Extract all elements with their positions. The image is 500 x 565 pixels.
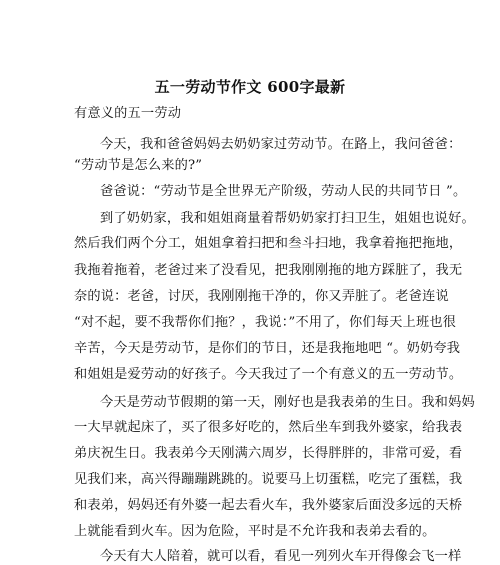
document-title: 五一劳动节作文 600字最新 [154, 78, 346, 96]
paragraph-line: 上就能看到火车。因为危险，平时是不允许我和表弟去看的。 [74, 524, 436, 539]
paragraph-line: 到了奶奶家，我和姐姐商量着帮奶奶家打扫卫生，姐姐也说好。 [100, 211, 475, 226]
paragraph-line: 我拖着拖着，老爸过来了没看见，把我刚刚拖的地方踩脏了，我无 [74, 263, 463, 278]
paragraph-line: “对不起，要不我帮你们拖？，我说：”不用了，你们每天上班也很 [74, 315, 457, 330]
paragraph-line: 今天是劳动节假期的第一天，刚好也是我表弟的生日。我和妈妈 [100, 395, 475, 410]
section-heading: 有意义的五一劳动 [74, 106, 182, 121]
paragraph-line: 奈的说：老爸，讨厌，我刚刚拖干净的，你又弄脏了。老爸连说 [74, 289, 449, 304]
paragraph-line: 辛苦，今天是劳动节，是你们的节日，还是我拖地吧 “。奶奶夸我 [74, 341, 461, 356]
paragraph-line: 和表弟，妈妈还有外婆一起去看火车，我外婆家后面没多远的天桥 [74, 498, 463, 513]
paragraph-line: 今天有大人陪着，就可以看，看见一列列火车开得像会飞一样 [100, 549, 462, 564]
paragraph-line: “劳动节是怎么来的?” [74, 158, 203, 173]
paragraph-line: 然后我们两个分工，姐姐拿着扫把和叁斗扫地，我拿着拖把拖地， [74, 236, 463, 251]
paragraph-line: 一大早就起床了，买了很多好吃的，然后坐车到我外婆家，给我表 [74, 420, 463, 435]
paragraph-line: 爸爸说：“劳动节是全世界无产阶级，劳动人民的共同节日 ”。 [100, 184, 467, 199]
paragraph-line: 弟庆祝生日。我表弟今天刚满六周岁，长得胖胖的，非常可爱，看 [74, 446, 463, 461]
paragraph-line: 今天，我和爸爸妈妈去奶奶家过劳动节。在路上，我问爸爸： [100, 137, 462, 152]
paragraph-line: 和姐姐是爱劳动的好孩子。今天我过了一个有意义的五一劳动节。 [74, 367, 463, 382]
paragraph-line: 见我们来，高兴得蹦蹦跳跳的。说要马上切蛋糕，吃完了蛋糕，我 [74, 472, 463, 487]
